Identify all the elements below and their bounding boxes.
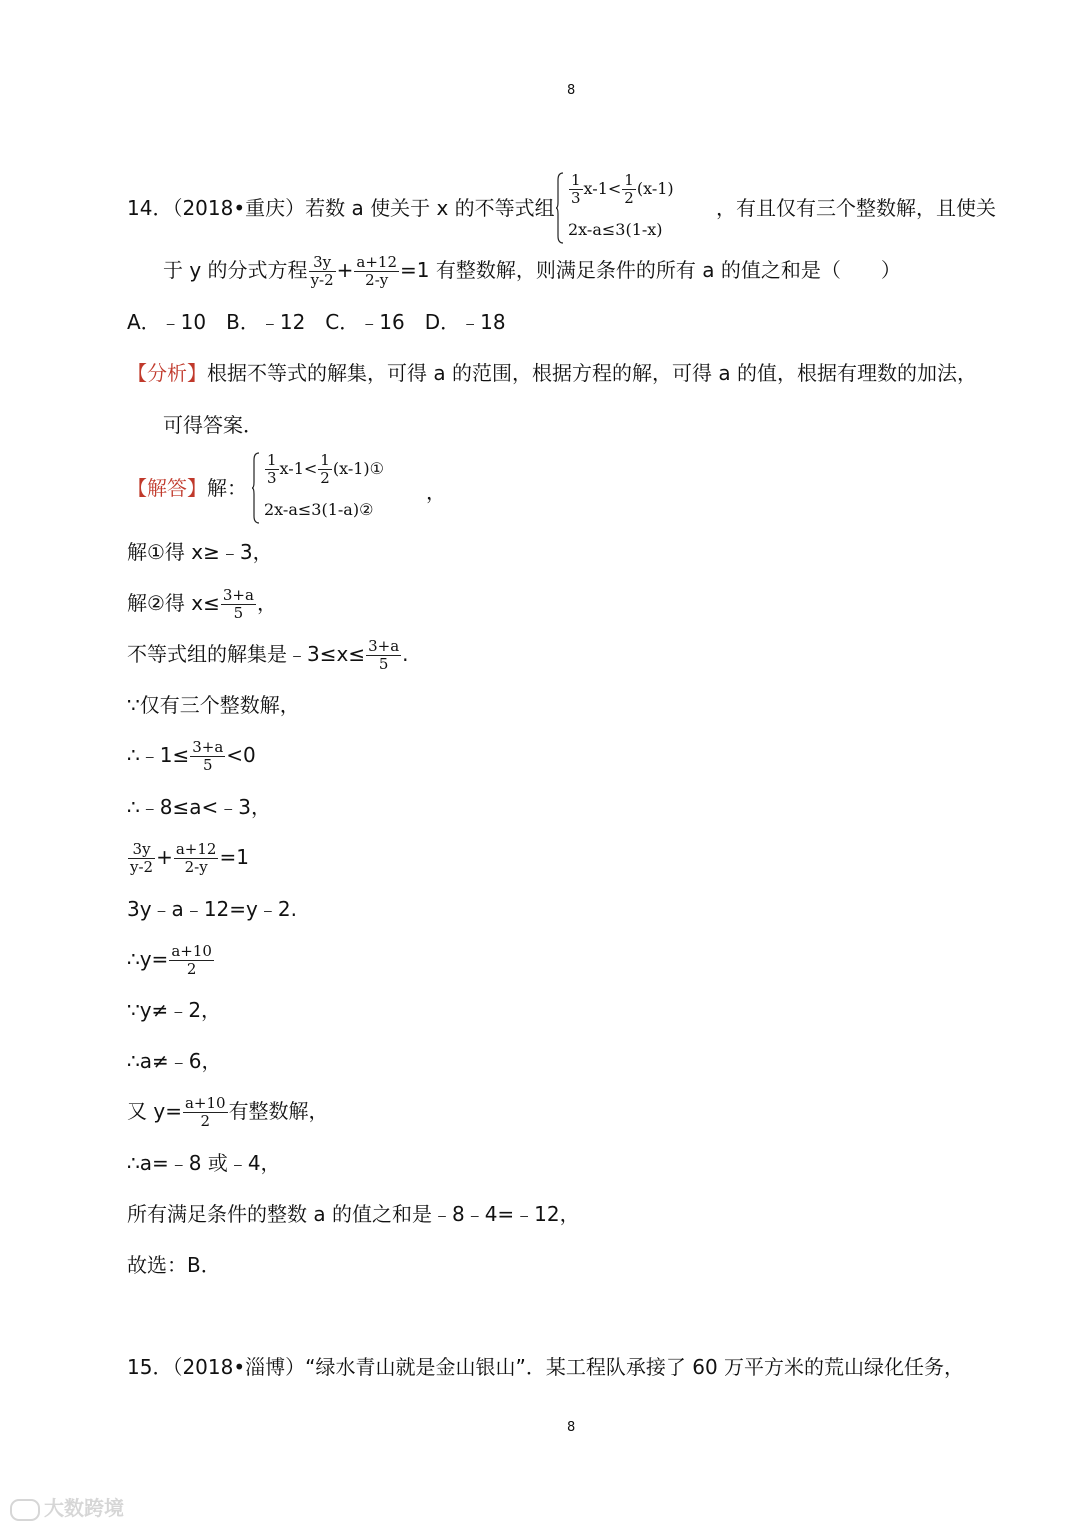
page-number-top: 8 bbox=[567, 83, 576, 98]
solution-step-15: 故选：B． bbox=[127, 1253, 221, 1277]
brace-icon bbox=[252, 452, 260, 524]
q14-intro-cont: ，有且仅有三个整数解，且使关 bbox=[716, 196, 996, 220]
solution-step-8: 3y﹣a﹣12=y﹣2. bbox=[127, 897, 297, 921]
solution-step-7: $\frac{3y}{y-2}$ + $\frac{a+12}{2-y}$ =1 bbox=[130, 840, 249, 876]
q15-text: 15．（2018•淄博）“绿水青山就是金山银山”．某工程队承接了 60 万平方米的荒山绿化任务， bbox=[127, 1355, 965, 1379]
q14-inequality-system: $\frac{1}{3}$ x-1< $\frac{1}{2}$ (x-1) 2x-a≤3(1-x) bbox=[556, 172, 716, 244]
solution-step-13: ∴a=﹣8 或﹣4， bbox=[127, 1151, 281, 1175]
solution-step-4: ∵仅有三个整数解， bbox=[127, 693, 300, 717]
watermark: 大数跨境 bbox=[10, 1492, 124, 1521]
solution-step-6: ∴﹣8≤a<﹣3， bbox=[127, 795, 271, 819]
analysis-line1: 【分析】根据不等式的解集，可得 a 的范围，根据方程的解，可得 a 的值，根据有理数的加法， bbox=[127, 361, 977, 385]
answer-system-comma: ， bbox=[426, 480, 446, 504]
answer-tag: 【解答】 bbox=[127, 476, 207, 500]
answer-lead: 【解答】解： bbox=[127, 476, 247, 500]
solution-step-10: ∵y≠﹣2， bbox=[127, 998, 222, 1022]
solution-step-14: 所有满足条件的整数 a 的值之和是﹣8﹣4=﹣12， bbox=[127, 1202, 580, 1226]
analysis-tag: 【分析】 bbox=[127, 361, 207, 385]
solution-step-5: ∴﹣1≤ $\frac{3+a}{5}$ <0 bbox=[127, 738, 256, 774]
watermark-logo-icon bbox=[10, 1499, 40, 1521]
solution-step-11: ∴a≠﹣6， bbox=[127, 1049, 222, 1073]
solution-step-12: 又 y= $\frac{a+10}{2}$ 有整数解， bbox=[127, 1094, 329, 1130]
answer-inequality-system: $\frac{1}{3}$ x-1< $\frac{1}{2}$ (x-1)① 2x-a≤3(1-a)② bbox=[252, 452, 432, 524]
solution-step-2: 解②得 x≤ $\frac{3+a}{5}$ ， bbox=[127, 586, 277, 622]
q14-intro: 14．（2018•重庆）若数 a 使关于 x 的不等式组 bbox=[127, 196, 555, 220]
q14-options: A．﹣10 B．﹣12 C．﹣16 D．﹣18 bbox=[127, 310, 506, 334]
solution-step-3: 不等式组的解集是﹣3≤x≤ $\frac{3+a}{5}$ . bbox=[127, 637, 409, 673]
analysis-line2: 可得答案． bbox=[163, 413, 263, 437]
q14-line2: 于 y 的分式方程 $\frac{3y}{y-2}$ + $\frac{a+12}{2-y}$ =1 有整数解，则满足条件的所有 a 的值之和是（ ） bbox=[163, 253, 901, 289]
solution-step-1: 解①得 x≥﹣3， bbox=[127, 540, 273, 564]
brace-icon bbox=[556, 172, 564, 244]
page-number-bottom: 8 bbox=[567, 1420, 576, 1435]
solution-step-9: ∴y= $\frac{a+10}{2}$ bbox=[127, 942, 212, 978]
